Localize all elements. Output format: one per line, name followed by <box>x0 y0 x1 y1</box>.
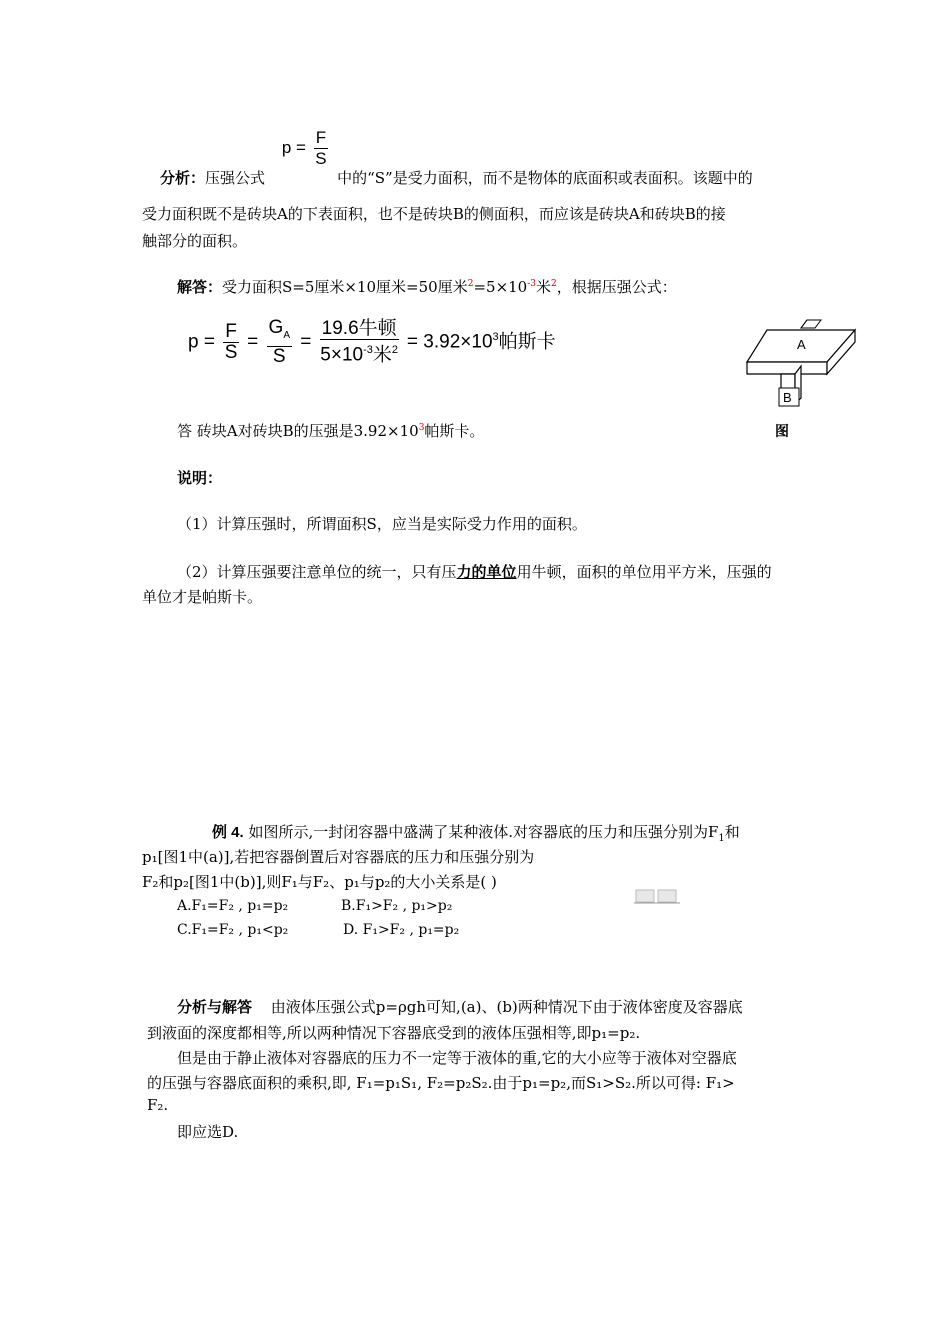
brick-figure <box>745 318 875 448</box>
option-b: B.F₁>F₂ , p₁>p₂ <box>341 898 453 914</box>
analysis-line-2: 受力面积既不是砖块A的下表面积，也不是砖块B的侧面积，而应该是砖块A和砖块B的接 <box>142 205 726 223</box>
calc-f1-den: S <box>224 341 238 363</box>
figure-caption: 图 <box>775 424 789 440</box>
analysis2-line-2: 到液面的深度都相等,所以两种情况下容器底受到的液体压强相等,即p₁=p₂. <box>147 1024 641 1042</box>
example4-line-2: p₁[图1中(a)],若把容器倒置后对容器底的压力和压强分别为 <box>142 848 535 866</box>
analysis2-line-1 <box>177 996 743 1017</box>
calc-eq-2: = <box>247 331 259 353</box>
brick-a-label: A <box>797 337 806 352</box>
example4-line-1 <box>212 821 740 844</box>
analysis-line-3: 触部分的面积。 <box>142 232 248 250</box>
calc-f3-den-sup: -3 <box>363 344 373 357</box>
calc-result-sup: 3 <box>492 331 499 344</box>
pressure-formula <box>282 128 331 169</box>
notes-item-2-a: （2）计算压强要注意单位的统一，只有压 <box>177 563 457 581</box>
analysis2-line-3: 但是由于静止液体对容器底的压力不一定等于液体的重,它的大小应等于液体对空器底 <box>177 1049 737 1067</box>
calc-eq-1: = <box>203 331 215 353</box>
analysis-text-a: 压强公式 <box>205 168 266 187</box>
notes-label: 说明： <box>177 469 223 487</box>
calc-f3-den: 5×10 <box>320 344 364 366</box>
conclusion-line <box>177 420 484 441</box>
conclusion-text-b: 帕斯卡。 <box>424 422 485 440</box>
analysis-label: 分析： <box>160 168 206 187</box>
answer-sup-2: -3 <box>527 279 537 289</box>
analysis2-line-4: 的压强与容器底面积的乘积,即, F₁=p₁S₁, F₂=p₂S₂.由于p₁=p₂,而S₁>S₂.所以可得: F₁> <box>147 1074 735 1092</box>
option-d: D. F₁>F₂ , p₁=p₂ <box>343 922 460 938</box>
answer-text-a: 受力面积S=5厘米×10厘米=50厘米 <box>222 278 468 296</box>
notes-item-2-b: 用牛顿，面积的单位用平方米，压强的 <box>516 563 772 581</box>
option-a: A.F₁=F₂ , p₁=p₂ <box>177 898 289 914</box>
example4-line-3: F₂和p₂[图1中(b)],则F₁与F₂、p₁与p₂的大小关系是( ) <box>142 873 497 891</box>
formula-den: S <box>315 149 327 168</box>
example4-text-a: 如图所示,一封闭容器中盛满了某种液体.对容器底的压力和压强分别为F <box>248 823 719 841</box>
calc-result-unit: 帕斯卡 <box>498 331 556 353</box>
analysis-line-1 <box>160 124 753 187</box>
conclusion-text-a: 答 砖块A对砖块B的压强是3.92×10 <box>177 422 419 440</box>
analysis2-text-1: 由液体压强公式p=ρgh可知,(a)、(b)两种情况下由于液体密度及容器底 <box>270 998 743 1016</box>
notes-item-2 <box>177 561 772 582</box>
brick-b-label: B <box>783 390 792 405</box>
calculation-formula <box>188 318 556 367</box>
analysis2-label: 分析与解答 <box>177 998 253 1016</box>
calc-f2-num-sub: A <box>283 329 290 341</box>
container-figure <box>634 886 680 908</box>
calc-f2-den: S <box>272 345 286 367</box>
analysis-text-b: 中的“S”是受力面积，而不是物体的底面积或表面积。该题中的 <box>337 168 753 187</box>
answer-label: 解答： <box>177 278 223 296</box>
notes-item-2-line2: 单位才是帕斯卡。 <box>142 588 263 606</box>
answer-sup-1: 2 <box>467 279 474 289</box>
calc-f1-num: F <box>225 320 237 342</box>
formula-num: F <box>315 128 327 147</box>
answer-text-c: 米 <box>536 278 552 296</box>
example4-sub: 1 <box>718 833 725 844</box>
option-c: C.F₁=F₂ , p₁<p₂ <box>177 922 289 938</box>
example4-label: 例 4. <box>212 824 244 841</box>
notes-item-1: （1）计算压强时，所谓面积S，应当是实际受力作用的面积。 <box>177 515 587 533</box>
answer-text-b: =5×10 <box>473 278 528 296</box>
analysis2-line-6: 即应选D. <box>177 1123 239 1141</box>
formula-p: p <box>281 137 292 157</box>
conclusion-sup: 3 <box>418 423 425 433</box>
example4-text-b: 和 <box>724 823 740 841</box>
calc-f3-den-sup2: 2 <box>391 344 398 357</box>
answer-sup-3: 2 <box>551 279 557 289</box>
calc-result: = 3.92×10 <box>406 331 493 353</box>
calc-f2-num: G <box>268 317 284 338</box>
answer-line <box>177 276 677 297</box>
answer-text-d: ，根据压强公式： <box>556 278 677 296</box>
formula-eq: = <box>296 137 306 157</box>
calc-eq-3: = <box>300 331 312 353</box>
calc-f3-num: 19.6牛顿 <box>321 318 397 340</box>
calc-f3-den-unit: 米 <box>372 344 392 366</box>
analysis2-line-5: F₂. <box>147 1096 169 1114</box>
force-unit-link[interactable]: 力的单位 <box>456 563 517 581</box>
calc-p: p <box>188 331 199 353</box>
